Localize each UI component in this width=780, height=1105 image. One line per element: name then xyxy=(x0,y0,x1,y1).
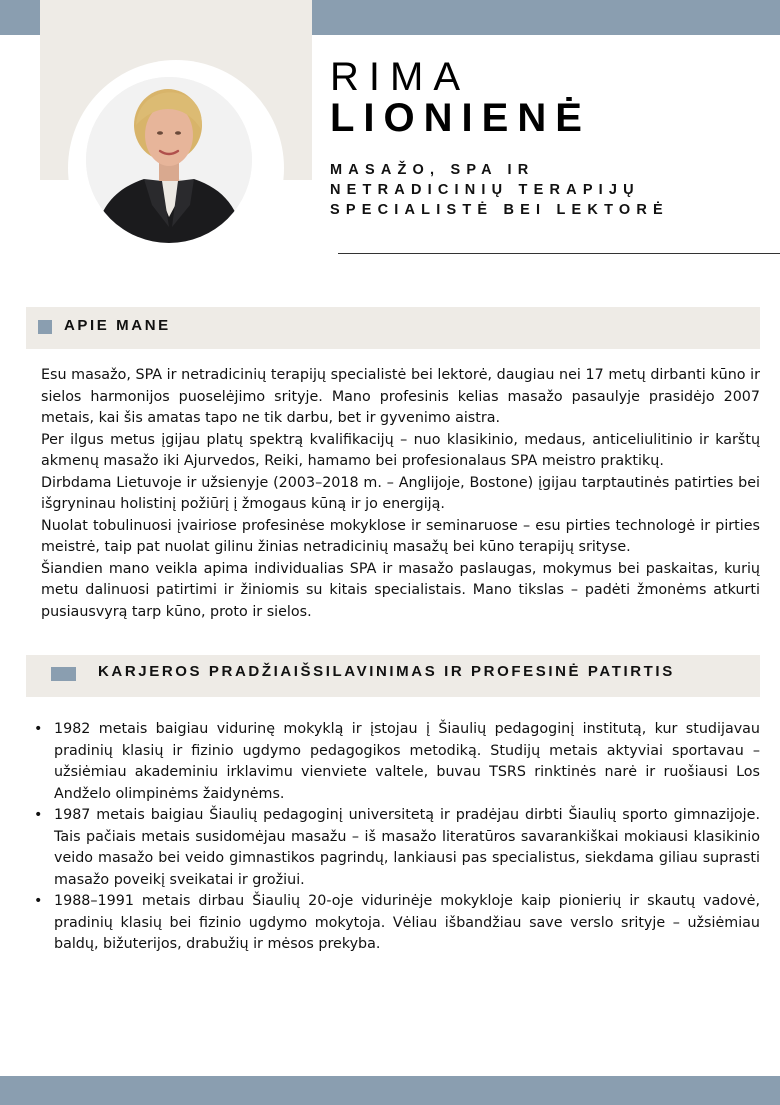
about-text xyxy=(41,365,760,623)
bullet-icon: • xyxy=(34,893,43,909)
job-title-line: SPECIALISTĖ BEI LEKTORĖ xyxy=(330,202,669,218)
career-item-text: 1982 metais baigiau vidurinę mokyklą ir įstojau į Šiaulių pedagoginį institutą, kur studijavau pradinių klasių ir fizinio ugdymo pedagogikos metodiką. Studijų metais aktyviai sportavau – užsiėmiau akademiniu irklavimu vienviete valtele, buvau TSRS rinktinės narė ir ruošiausi Los Andželo olimpinėms žaidynėms. xyxy=(54,721,760,802)
bullet-icon: • xyxy=(34,807,43,823)
bullet-icon: • xyxy=(34,721,43,737)
career-item-text: 1988–1991 metais dirbau Šiaulių 20-oje vidurinėje mokykloje kaip pionierių ir skautų vadovė, pradinių klasių bei fizinio ugdymo mokytoja. Vėliau išbandžiau save verslo srityje – užsiėmiau baldų, bižuterijos, drabužių ir mėsos prekyba. xyxy=(54,893,760,952)
first-name: RIMA xyxy=(330,55,470,99)
career-section-marker xyxy=(51,667,76,681)
last-name: LIONIENĖ xyxy=(330,96,591,140)
about-paragraph: Dirbdama Lietuvoje ir užsienyje (2003–2018 m. – Anglijoje, Bostone) įgijau tarptautinės patirties bei išgryninau holistinį požiūrį į žmogaus kūną ir jo energiją. xyxy=(41,474,760,512)
portrait-photo xyxy=(86,77,252,243)
career-item-text: 1987 metais baigiau Šiaulių pedagoginį universitetą ir pradėjau dirbti Šiaulių sporto gimnazijoje. Tais pačiais metais susidomėjau masažu – iš masažo literatūros savarankiškai mokiausi klasikinio veido masažo bei veido gimnastikos pagrindų, lankiausi pas specialistus, siekdama giliau suprasti masažo poveikį sveikatai ir grožiui. xyxy=(54,807,760,888)
about-section-marker xyxy=(38,320,52,334)
about-paragraph: Esu masažo, SPA ir netradicinių terapijų specialistė bei lektorė, daugiau nei 17 metų dirbanti kūno ir sielos harmonijos puoselėjimo srityje. Mano profesinis kelias masažo pasaulyje prasidėjo 2007 metais, kai šis amatas tapo ne tik darbu, bet ir gyvenimo aistra. xyxy=(41,367,760,426)
job-title-line: NETRADICINIŲ TERAPIJŲ xyxy=(330,182,640,198)
career-list xyxy=(30,719,760,956)
bottom-accent-bar xyxy=(0,1076,780,1105)
list-item xyxy=(30,891,760,956)
about-section-title: APIE MANE xyxy=(64,317,171,334)
top-accent-bar-left xyxy=(0,0,40,35)
header-divider xyxy=(338,253,780,254)
about-paragraph: Nuolat tobulinuosi įvairiose profesinėse mokyklose ir seminaruose – esu pirties technologė ir pirties meistrė, taip pat nuolat gilinu žinias netradicinių masažų bei kūno terapijų srityse. xyxy=(41,517,760,555)
job-title xyxy=(330,160,669,220)
career-section-title: KARJEROS PRADŽIAIŠSILAVINIMAS IR PROFESINĖ PATIRTIS xyxy=(98,663,675,680)
job-title-line: MASAŽO, SPA IR xyxy=(330,162,535,178)
list-item xyxy=(30,719,760,805)
top-accent-bar-right xyxy=(312,0,780,35)
list-item xyxy=(30,805,760,891)
about-paragraph: Šiandien mano veikla apima individualias SPA ir masažo paslaugas, mokymus bei paskaitas, kurių metu dalinuosi patirtimi ir žiniomis su kitais specialistais. Mano tikslas – padėti žmonėms atkurti pusiausvyrą tarp kūno, proto ir sielos. xyxy=(41,560,760,620)
about-paragraph: Per ilgus metus įgijau platų spektrą kvalifikacijų – nuo klasikinio, medaus, anticeliulitinio ir karštų akmenų masažo iki Ajurvedos, Reiki, hamamo bei profesionalaus SPA meistro praktikų. xyxy=(41,431,760,469)
